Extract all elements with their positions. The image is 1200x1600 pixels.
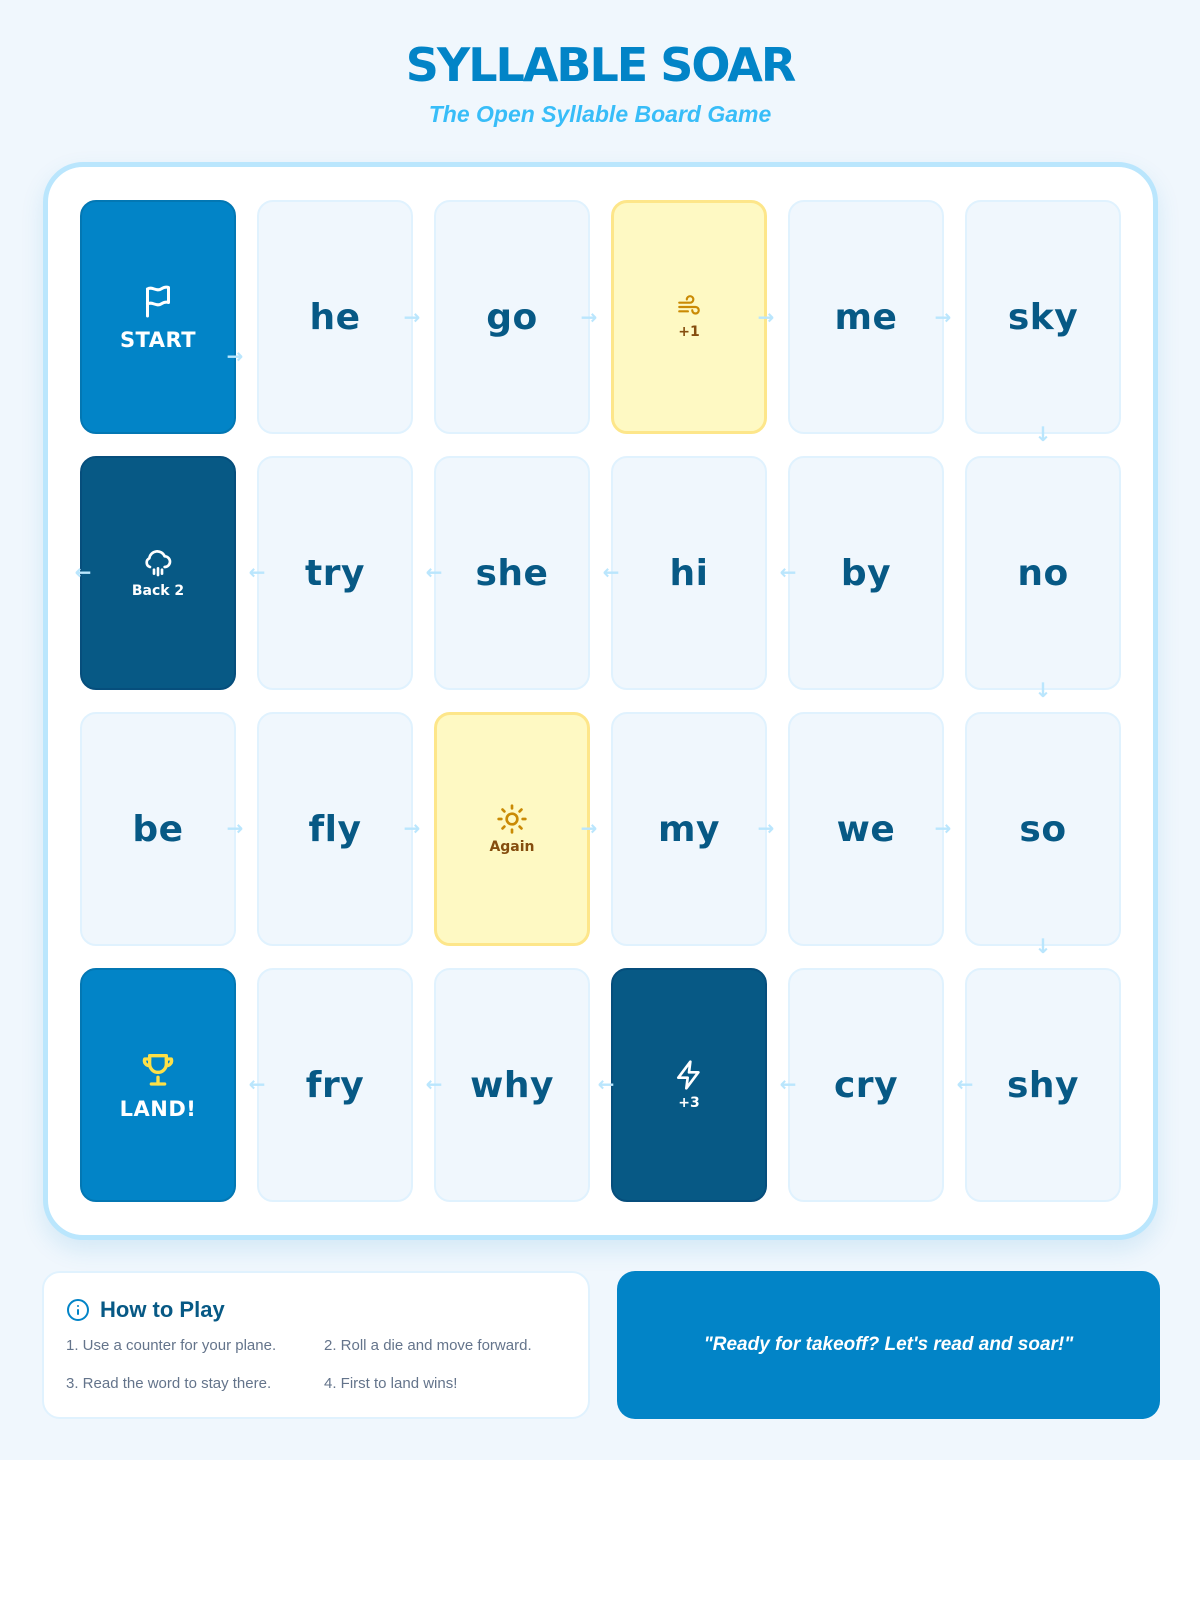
arrow-left-icon: ← [425, 560, 443, 584]
word-tile[interactable] [434, 968, 590, 1202]
word-tile[interactable] [965, 712, 1121, 946]
arrow-right-icon: → [757, 816, 775, 840]
word-tile[interactable] [257, 200, 413, 434]
word-text: she [475, 552, 549, 594]
word-tile[interactable] [965, 968, 1121, 1202]
word-tile[interactable] [788, 200, 944, 434]
arrow-left-icon: ← [779, 560, 797, 584]
word-text: we [836, 808, 896, 850]
arrow-right-icon: → [580, 816, 598, 840]
game-board [43, 162, 1158, 1240]
arrow-right-icon: → [403, 305, 421, 329]
word-text: try [305, 552, 365, 594]
rule-item: 3. Read the word to stay there. [66, 1375, 272, 1392]
word-tile[interactable] [80, 712, 236, 946]
rain-penalty-tile[interactable] [80, 456, 236, 690]
banner-quote: "Ready for takeoff? Let's read and soar!" [703, 1334, 1074, 1355]
word-text: be [132, 808, 184, 850]
lightning-icon [673, 1059, 705, 1091]
word-text: me [834, 296, 898, 338]
word-tile[interactable] [257, 712, 413, 946]
trophy-icon [138, 1049, 178, 1089]
arrow-left-icon: ← [248, 560, 266, 584]
wind-icon [673, 294, 705, 320]
word-tile[interactable] [965, 456, 1121, 690]
flag-icon [140, 282, 176, 320]
arrow-right-icon: → [934, 816, 952, 840]
how-to-play-card [42, 1271, 590, 1419]
arrow-right-icon: → [757, 305, 775, 329]
word-tile[interactable] [788, 456, 944, 690]
arrow-right-icon: → [580, 305, 598, 329]
word-tile[interactable] [257, 968, 413, 1202]
word-text: shy [1006, 1064, 1080, 1106]
arrow-left-icon: ← [956, 1072, 974, 1096]
arrow-left-icon: ← [597, 1072, 615, 1096]
takeoff-banner [617, 1271, 1160, 1419]
rule-item: 4. First to land wins! [324, 1375, 458, 1392]
word-tile[interactable] [788, 712, 944, 946]
start-tile[interactable] [80, 200, 236, 434]
sun-bonus-tile[interactable] [434, 712, 590, 946]
arrow-down-icon: ↓ [1034, 422, 1052, 446]
land-label: LAND! [119, 1097, 197, 1121]
word-tile[interactable] [434, 456, 590, 690]
arrow-down-icon: ↓ [1034, 934, 1052, 958]
how-to-play-title: How to Play [100, 1297, 225, 1322]
arrow-left-icon: ← [602, 560, 620, 584]
word-tile[interactable] [257, 456, 413, 690]
word-text: cry [833, 1064, 899, 1106]
word-tile[interactable] [611, 712, 767, 946]
lightning-boost-tile[interactable] [611, 968, 767, 1202]
info-icon [66, 1298, 90, 1322]
arrow-right-icon: → [934, 305, 952, 329]
game-title: SYLLABLE SOAR [405, 38, 795, 92]
word-tile[interactable] [965, 200, 1121, 434]
arrow-left-icon: ← [74, 560, 92, 584]
word-text: fly [308, 808, 362, 850]
arrow-left-icon: ← [779, 1072, 797, 1096]
arrow-left-icon: ← [248, 1072, 266, 1096]
land-tile[interactable] [80, 968, 236, 1202]
word-text: go [486, 296, 538, 338]
game-subtitle: The Open Syllable Board Game [428, 101, 772, 127]
word-text: my [658, 808, 720, 850]
sun-icon [496, 803, 528, 835]
arrow-left-icon: ← [425, 1072, 443, 1096]
wind-bonus-label: +1 [678, 324, 700, 340]
word-text: sky [1007, 296, 1079, 338]
boost-label: +3 [678, 1095, 700, 1111]
sun-bonus-label: Again [489, 839, 535, 855]
word-tile[interactable] [434, 200, 590, 434]
word-text: by [840, 552, 892, 594]
word-text: he [309, 296, 361, 338]
arrow-right-icon: → [226, 344, 244, 368]
arrow-right-icon: → [403, 816, 421, 840]
start-label: START [119, 328, 197, 352]
word-text: no [1017, 552, 1069, 594]
arrow-right-icon: → [226, 816, 244, 840]
arrow-down-icon: ↓ [1034, 678, 1052, 702]
word-text: so [1019, 808, 1067, 850]
penalty-label: Back 2 [131, 583, 185, 599]
word-tile[interactable] [788, 968, 944, 1202]
rule-item: 2. Roll a die and move forward. [324, 1337, 532, 1354]
word-tile[interactable] [611, 456, 767, 690]
rain-cloud-icon [141, 547, 175, 579]
word-text: why [470, 1064, 554, 1106]
word-text: hi [669, 552, 709, 594]
rule-item: 1. Use a counter for your plane. [66, 1337, 277, 1354]
how-to-play-header [66, 1297, 225, 1323]
word-text: fry [305, 1064, 365, 1106]
wind-bonus-tile[interactable] [611, 200, 767, 434]
